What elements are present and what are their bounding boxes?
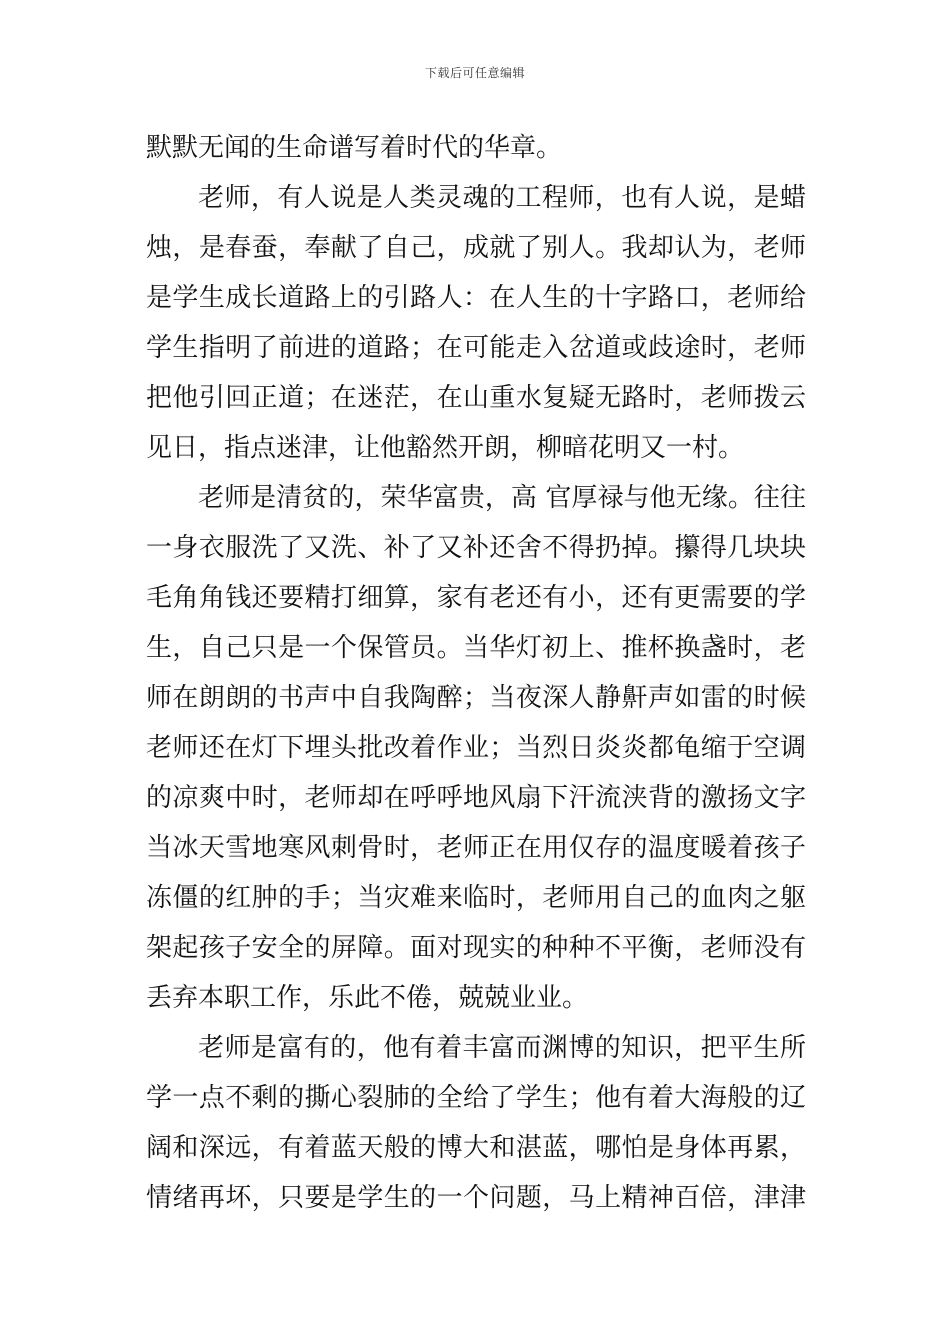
text-line: 丢弃本职工作，乐此不倦，兢兢业业。: [146, 983, 589, 1013]
text-line: 师在朗朗的书声中自我陶醉；当夜深人静鼾声如雷的时候: [146, 683, 806, 713]
text-line: 见日，指点迷津，让他豁然开朗，柳暗花明又一村。: [146, 433, 745, 463]
page-header: 下载后可任意编辑: [424, 66, 525, 80]
text-line: 一身衣服洗了又洗、补了又补还舍不得扔掉。攥得几块块: [146, 533, 806, 563]
text-line: 的凉爽中时，老师却在呼呼地风扇下汗流浃背的激扬文字: [146, 783, 806, 813]
text-line: 情绪再坏，只要是学生的一个问题，马上精神百倍，津津: [146, 1183, 806, 1213]
text-line: 学生指明了前进的道路；在可能走入岔道或歧途时，老师: [146, 333, 806, 363]
text-line: 毛角角钱还要精打细算，家有老还有小，还有更需要的学: [146, 583, 806, 613]
text-line: 阔和深远，有着蓝天般的博大和湛蓝，哪怕是身体再累，: [146, 1133, 806, 1163]
text-line: 烛，是春蚕，奉献了自己，成就了别人。我却认为，老师: [146, 233, 806, 263]
paragraph-first-line: 老师，有人说是人类灵魂的工程师，也有人说，是蜡: [198, 183, 806, 213]
text-line: 架起孩子安全的屏障。面对现实的种种不平衡，老师没有: [146, 933, 806, 963]
text-line: 冻僵的红肿的手；当灾难来临时，老师用自己的血肉之躯: [146, 883, 806, 913]
text-line: 当冰天雪地寒风刺骨时，老师正在用仅存的温度暖着孩子: [146, 833, 806, 863]
text-line: 把他引回正道；在迷茫，在山重水复疑无路时，老师拨云: [146, 383, 806, 413]
text-line: 老师还在灯下埋头批改着作业；当烈日炎炎都龟缩于空调: [146, 733, 806, 763]
text-line: 默默无闻的生命谱写着时代的华章。: [146, 133, 563, 163]
text-line: 生，自己只是一个保管员。当华灯初上、推杯换盏时，老: [146, 633, 806, 663]
paragraph-first-line: 老师是清贫的，荣华富贵，高 官厚禄与他无缘。往往: [198, 483, 806, 513]
paragraph-first-line: 老师是富有的，他有着丰富而渊博的知识，把平生所: [198, 1033, 806, 1063]
text-line: 学一点不剩的撕心裂肺的全给了学生；他有着大海般的辽: [146, 1083, 806, 1113]
text-line: 是学生成长道路上的引路人：在人生的十字路口，老师给: [146, 283, 806, 313]
